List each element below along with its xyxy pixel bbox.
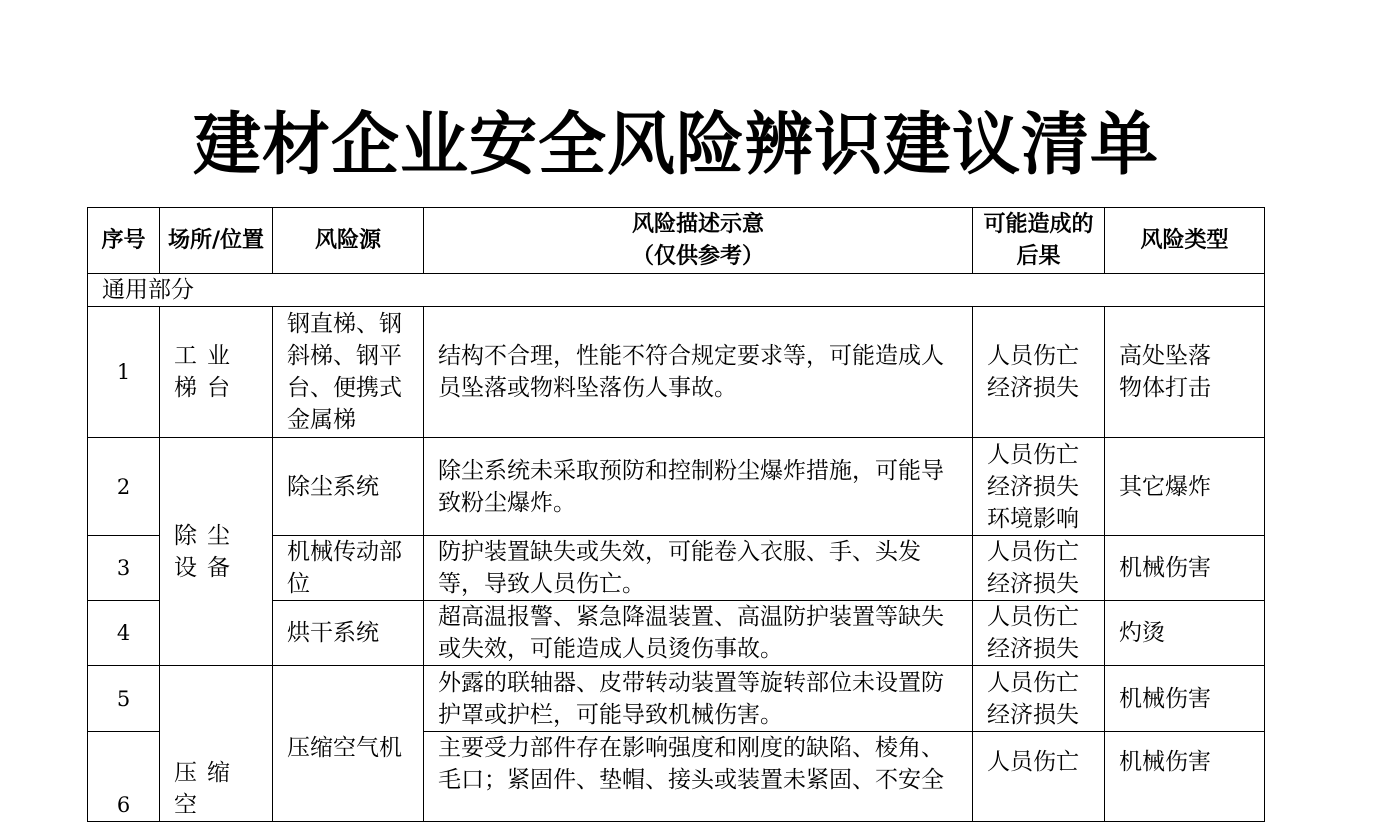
consequence-item: 经济损失	[987, 473, 1079, 500]
type-item: 机械伤害	[1119, 555, 1211, 581]
row-description: 超高温报警、紧急降温装置、高温防护装置等缺失或失效，可能造成人员烫伤事故。	[424, 601, 973, 666]
row-consequence	[973, 536, 1105, 601]
row-number: 3	[88, 536, 160, 601]
row-number: 4	[88, 601, 160, 666]
row-source: 压缩空气机	[273, 666, 424, 822]
consequence-item: 经济损失	[987, 636, 1079, 662]
row-consequence	[973, 307, 1105, 438]
section-row	[88, 274, 1265, 307]
consequence-item: 经济损失	[987, 571, 1079, 597]
row-type	[1105, 601, 1265, 666]
row-consequence	[973, 732, 1105, 822]
type-item: 灼烫	[1119, 620, 1165, 646]
header-description	[424, 208, 973, 274]
row-source: 烘干系统	[273, 601, 424, 666]
consequence-item: 人员伤亡	[987, 604, 1079, 630]
row-description: 外露的联轴器、皮带转动装置等旋转部位未设置防护罩或护栏，可能导致机械伤害。	[424, 666, 973, 732]
table-row	[88, 307, 1265, 438]
table-row	[88, 438, 1265, 536]
consequence-item: 人员伤亡	[987, 441, 1079, 468]
row-number: 5	[88, 666, 160, 732]
consequence-item: 人员伤亡	[987, 539, 1079, 565]
row-type	[1105, 666, 1265, 732]
consequence-item: 人员伤亡	[987, 749, 1079, 775]
type-item: 其它爆炸	[1119, 473, 1211, 500]
row-consequence	[973, 438, 1105, 536]
consequence-item: 经济损失	[987, 701, 1079, 728]
type-item: 物体打击	[1119, 375, 1211, 401]
row-location: 工业梯台	[160, 307, 273, 438]
consequence-item: 经济损失	[987, 375, 1079, 401]
row-consequence	[973, 601, 1105, 666]
row-description: 除尘系统未采取预防和控制粉尘爆炸措施，可能导致粉尘爆炸。	[424, 438, 973, 536]
type-item: 机械伤害	[1119, 749, 1211, 775]
table-row	[88, 666, 1265, 732]
document-title: 建材企业安全风险辨识建议清单	[192, 105, 1159, 185]
consequence-item: 人员伤亡	[987, 343, 1079, 369]
row-number: 6	[88, 732, 160, 822]
row-description: 防护装置缺失或失效，可能卷入衣服、手、头发等，导致人员伤亡。	[424, 536, 973, 601]
row-type	[1105, 438, 1265, 536]
header-seq: 序号	[88, 208, 160, 274]
row-number: 1	[88, 307, 160, 438]
header-description-note: （仅供参考）	[631, 243, 764, 269]
row-source: 除尘系统	[273, 438, 424, 536]
header-location: 场所/位置	[160, 208, 273, 274]
header-type: 风险类型	[1105, 208, 1265, 274]
row-description: 结构不合理，性能不符合规定要求等，可能造成人员坠落或物料坠落伤人事故。	[424, 307, 973, 438]
section-label: 通用部分	[88, 274, 1265, 307]
row-source: 钢直梯、钢斜梯、钢平台、便携式金属梯	[273, 307, 424, 438]
row-type	[1105, 536, 1265, 601]
risk-table	[87, 207, 1265, 822]
type-item: 高处坠落	[1119, 343, 1211, 369]
header-consequence: 可能造成的后果	[973, 208, 1105, 274]
type-item: 机械伤害	[1119, 685, 1211, 712]
row-type	[1105, 307, 1265, 438]
row-location: 压缩空	[160, 666, 273, 822]
row-source: 机械传动部位	[273, 536, 424, 601]
row-consequence	[973, 666, 1105, 732]
consequence-item: 环境影响	[987, 505, 1079, 532]
header-description-main: 风险描述示意	[631, 211, 764, 237]
header-source: 风险源	[273, 208, 424, 274]
row-number: 2	[88, 438, 160, 536]
row-description: 主要受力部件存在影响强度和刚度的缺陷、棱角、毛口；紧固件、垫帽、接头或装置未紧固、不安全	[424, 732, 973, 822]
row-type	[1105, 732, 1265, 822]
table-header-row	[88, 208, 1265, 274]
row-location: 除尘设备	[160, 438, 273, 666]
consequence-item: 人员伤亡	[987, 669, 1079, 696]
